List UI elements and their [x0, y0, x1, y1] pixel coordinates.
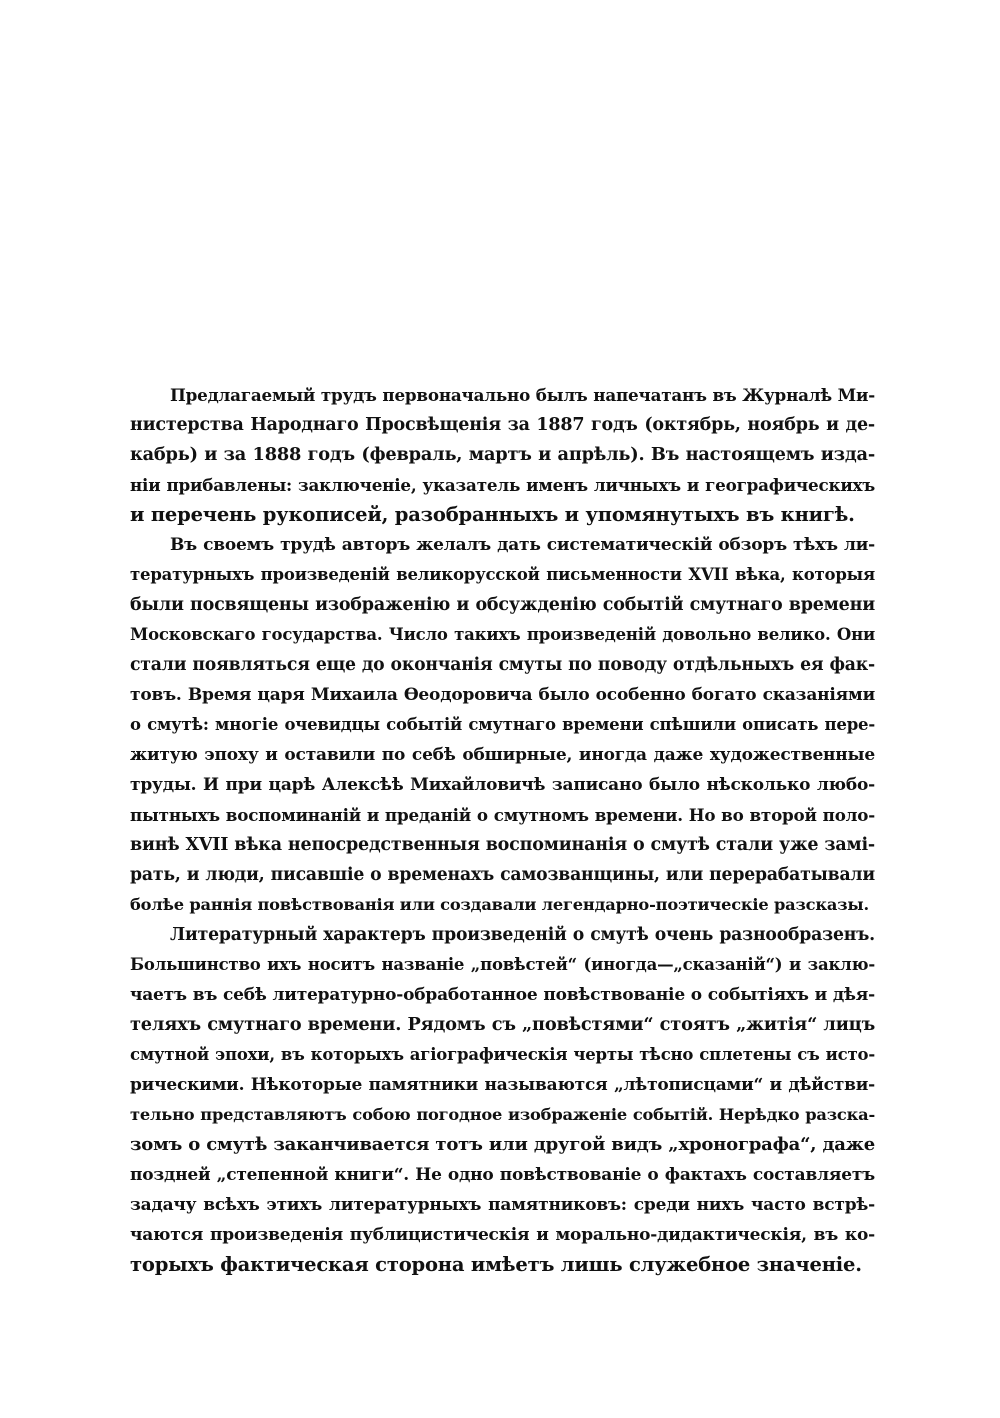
- text-line: тературныхъ произведеній великорусской письменности XVII вѣка, которыя: [130, 565, 875, 584]
- text-line: теляхъ смутнаго времени. Рядомъ съ „повѣстями“ стоятъ „житія“ лицъ: [130, 1014, 875, 1035]
- text-line: поздней „степенной книги“. Не одно повѣствованіе о фактахъ составляетъ: [130, 1165, 875, 1185]
- text-line: кабрь) и за 1888 годъ (февраль, мартъ и апрѣль). Въ настоящемъ изда-: [130, 444, 875, 465]
- text-line: Въ своемъ трудѣ авторъ желалъ дать систематическій обзоръ тѣхъ ли-: [170, 535, 875, 555]
- text-line: чаются произведенія публицистическія и морально-дидактическія, въ ко-: [130, 1225, 875, 1245]
- text-body: [130, 380, 875, 1280]
- text-line: тельно представляютъ собою погодное изображеніе событій. Нерѣдко разска-: [130, 1105, 875, 1124]
- paragraph-3: [130, 920, 875, 1280]
- text-line: рическими. Нѣкоторые памятники называются „лѣтописцами“ и дѣйстви-: [130, 1075, 875, 1095]
- text-line: Большинство ихъ носитъ названіе „повѣстей“ (иногда—„сказаній“) и заклю-: [130, 955, 875, 974]
- text-line: торыхъ фактическая сторона имѣетъ лишь служебное значеніе.: [130, 1253, 862, 1276]
- text-line: задачу всѣхъ этихъ литературныхъ памятниковъ: среди нихъ часто встрѣ-: [130, 1195, 875, 1215]
- text-line: Предлагаемый трудъ первоначально былъ напечатанъ въ Журналѣ Ми-: [170, 385, 875, 405]
- paragraph-2: [130, 530, 875, 920]
- text-line: рать, и люди, писавшіе о временахъ самозванщины, или перерабатывали: [130, 865, 875, 885]
- text-line: труды. И при царѣ Алексѣѣ Михайловичѣ записано было нѣсколько любо-: [130, 775, 875, 795]
- paragraph-1: [130, 380, 875, 530]
- text-line: пытныхъ воспоминаній и преданій о смутномъ времени. Но во второй поло-: [130, 805, 875, 825]
- text-line: стали появляться еще до окончанія смуты по поводу отдѣльныхъ ея фак-: [130, 655, 875, 675]
- text-line: болѣе раннія повѣствованія или создавали легендарно-поэтическіе разсказы.: [130, 895, 869, 914]
- text-line: ніи прибавлены: заключеніе, указатель именъ личныхъ и географическихъ: [130, 475, 875, 495]
- text-line: смутной эпохи, въ которыхъ агіографическія черты тѣсно сплетены съ исто-: [130, 1045, 875, 1064]
- text-line: чаетъ въ себѣ литературно-обработанное повѣствованіе о событіяхъ и дѣя-: [130, 985, 875, 1005]
- text-line: и перечень рукописей, разобранныхъ и упомянутыхъ въ книгѣ.: [130, 503, 855, 526]
- text-line: винѣ XVII вѣка непосредственныя воспоминанія о смутѣ стали уже замі-: [130, 835, 875, 855]
- text-line: товъ. Время царя Михаила Ѳеодоровича было особенно богато сказаніями: [130, 685, 875, 705]
- text-line: Московскаго государства. Число такихъ произведеній довольно велико. Они: [130, 625, 875, 644]
- text-line: житую эпоху и оставили по себѣ обширные, иногда даже художественные: [130, 745, 875, 765]
- text-line: нистерства Народнаго Просвѣщенія за 1887 годъ (октябрь, ноябрь и де-: [130, 415, 875, 435]
- text-line: были посвящены изображенію и обсужденію событій смутнаго времени: [130, 595, 875, 615]
- text-line: зомъ о смутѣ заканчивается тотъ или другой видъ „хронографа“, даже: [130, 1134, 875, 1155]
- text-line: Литературный характеръ произведеній о смутѣ очень разнообразенъ.: [170, 925, 875, 945]
- text-line: о смутѣ: многіе очевидцы событій смутнаго времени спѣшили описать пере-: [130, 715, 875, 734]
